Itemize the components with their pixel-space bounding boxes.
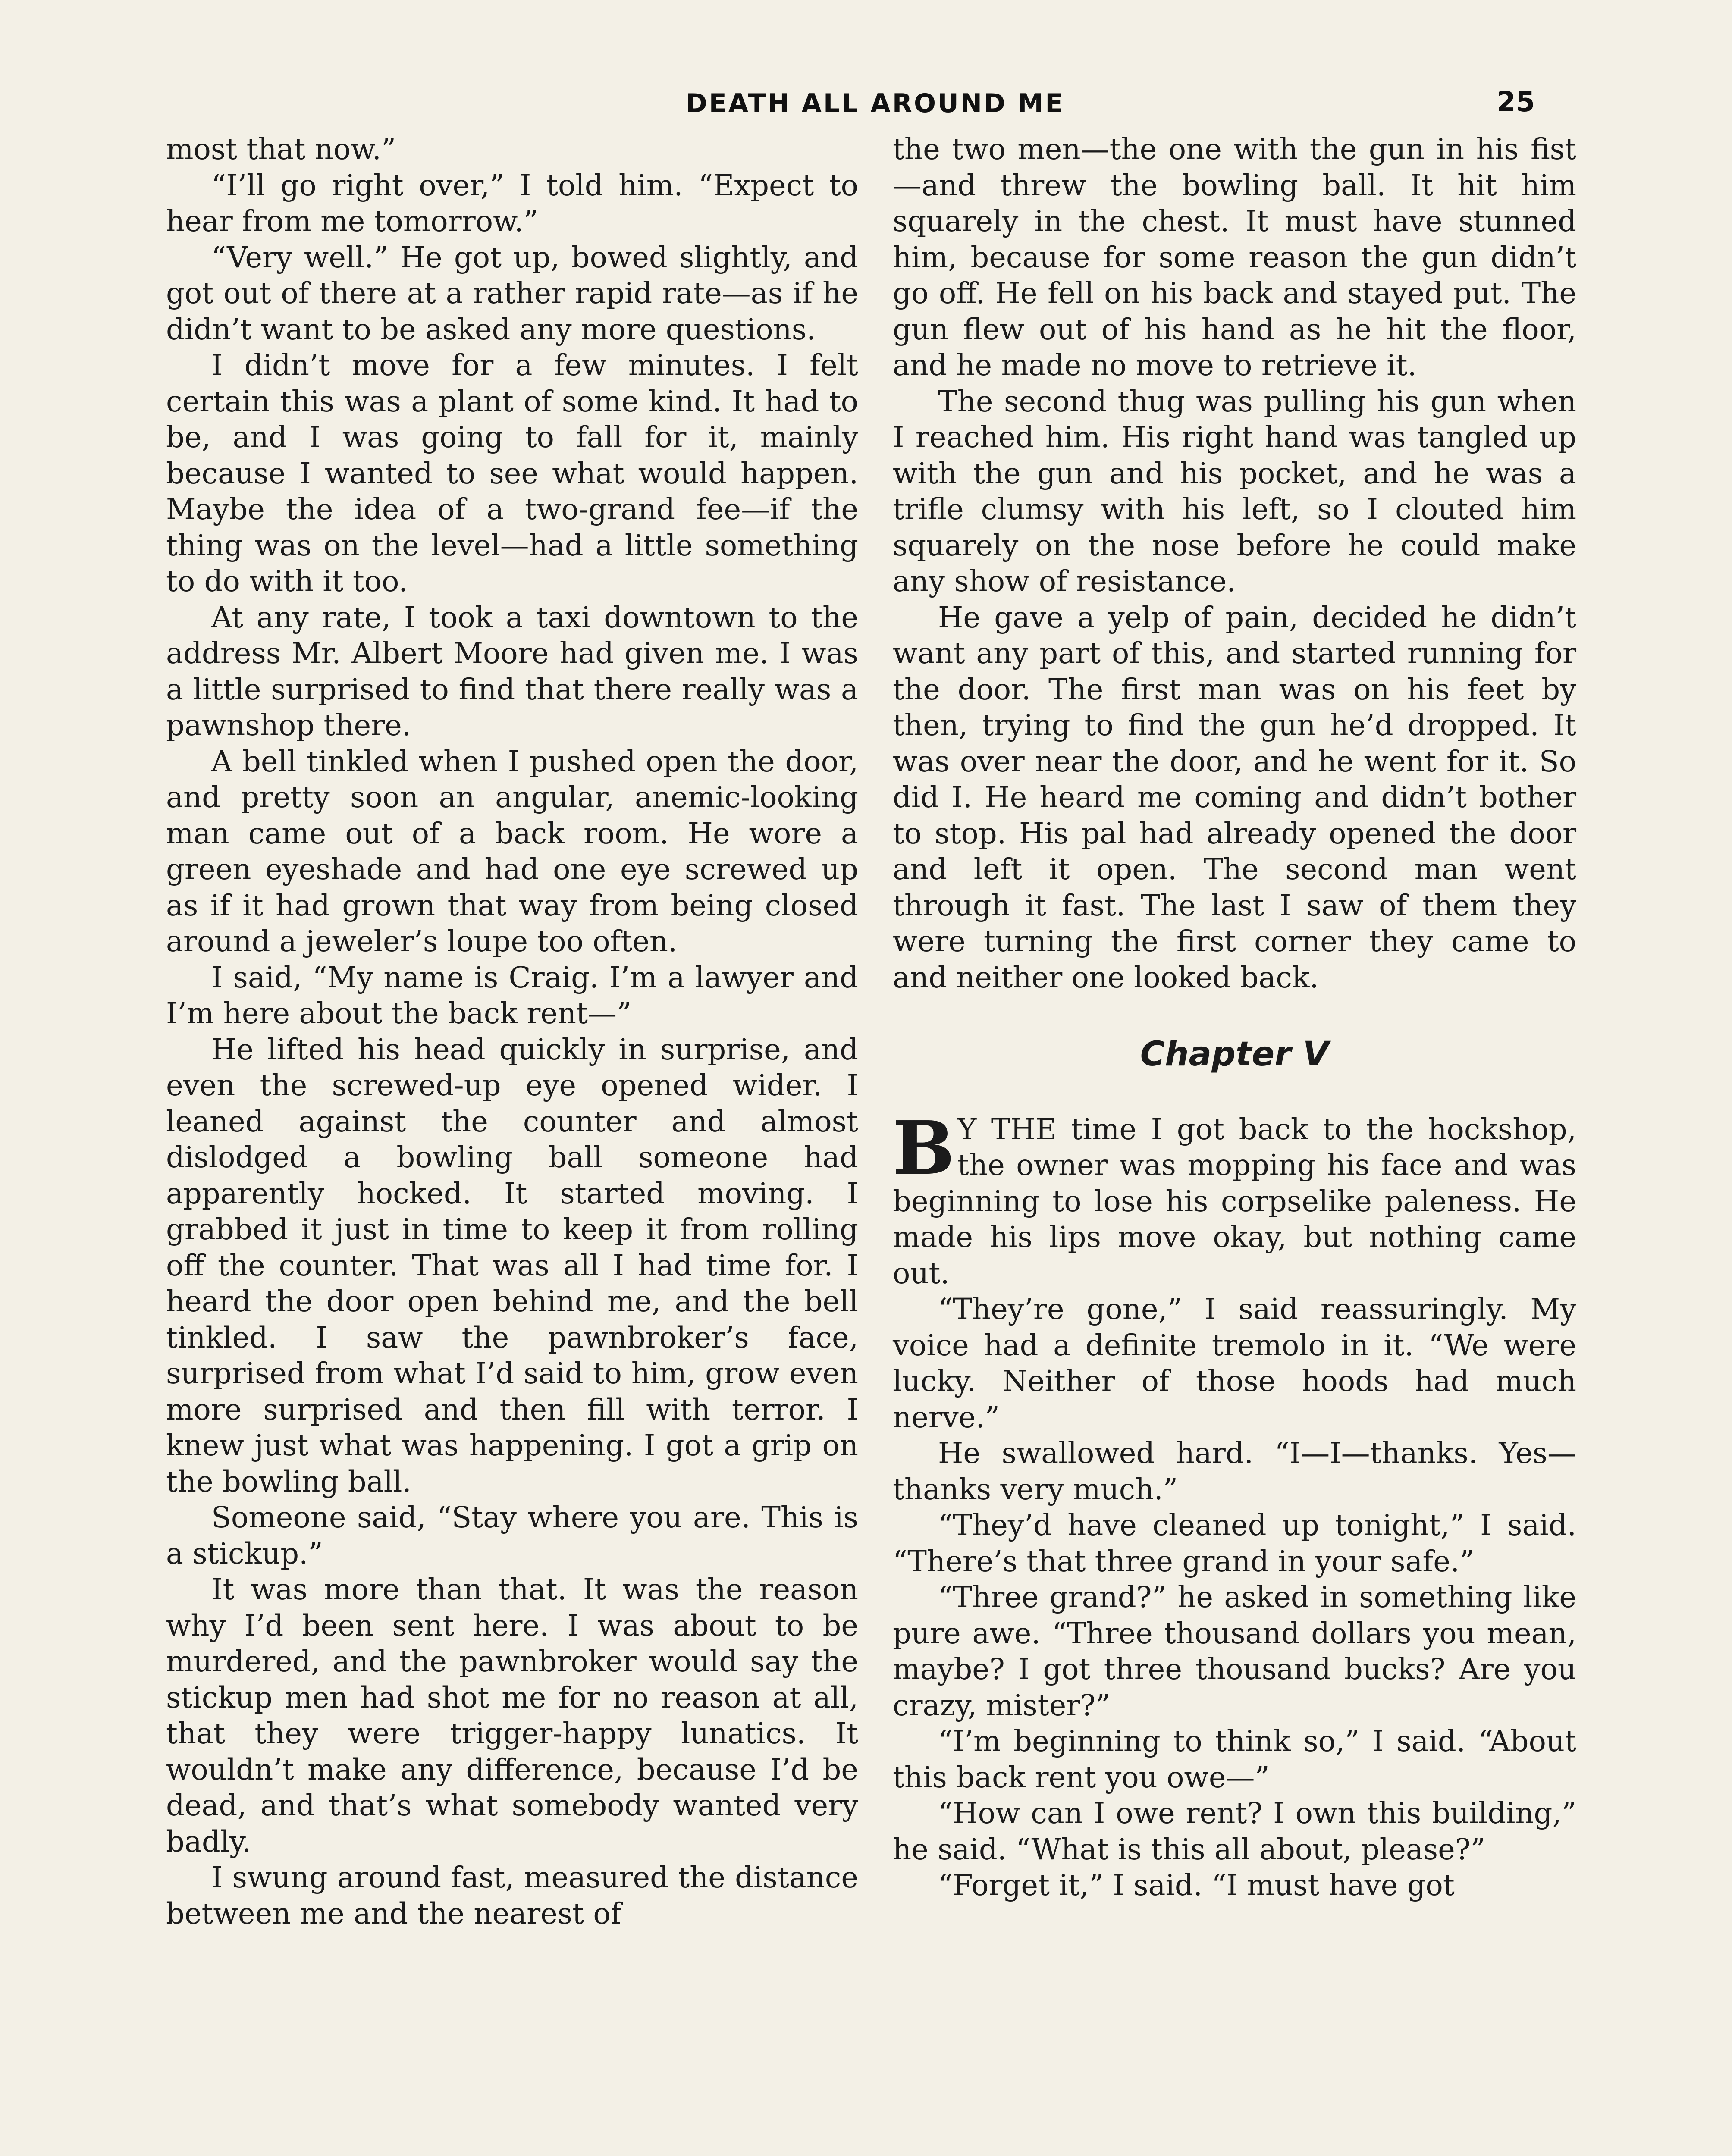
drop-cap: B	[893, 1105, 955, 1191]
paragraph: I didn’t move for a few minutes. I felt certain this was a plant of some kind. It had to be, and I was going to fall for it, mainly because I wanted to see what would happen. Maybe the idea of a two-grand fee—if the thing was on the level—had a little something to do with it too.	[166, 348, 858, 598]
paragraph: I said, “My name is Craig. I’m a lawyer and I’m here about the back rent—”	[166, 960, 858, 1030]
paragraph: He swallowed hard. “I—I—thanks. Yes—thanks very much.”	[893, 1436, 1576, 1506]
right-column	[893, 132, 1576, 1904]
page-number: 25	[1497, 86, 1535, 118]
chapter-heading: Chapter V	[1140, 1035, 1329, 1074]
paragraph: “I’m beginning to think so,” I said. “About this back rent you owe—”	[893, 1724, 1576, 1794]
paragraph: A bell tinkled when I pushed open the door, and pretty soon an angular, anemic-looking man came out of a back room. He wore a green eyeshade and had one eye screwed up as if it had grown that way from being closed around a jeweler’s loupe too often.	[166, 744, 858, 958]
paragraph: At any rate, I took a taxi downtown to the address Mr. Albert Moore had given me. I was a little surprised to find that there really was a pawnshop there.	[166, 600, 858, 742]
paragraph: the two men—the one with the gun in his fist—and threw the bowling ball. It hit him squarely in the chest. It must have stunned him, because for some reason the gun didn’t go off. He fell on his back and stayed put. The gun flew out of his hand as he hit the floor, and he made no move to retrieve it.	[893, 132, 1576, 382]
chapter-opening-text: Y THE time I got back to the hockshop, the owner was mopping his face and was beginning to lose his corpselike paleness. He made his lips move okay, but nothing came out.	[893, 1112, 1576, 1290]
left-column	[166, 132, 858, 1932]
running-title: DEATH ALL AROUND ME	[686, 88, 1065, 119]
paragraph: I swung around fast, measured the distance between me and the nearest of	[166, 1861, 858, 1930]
chapter-opening-paragraph	[893, 1105, 1576, 1292]
paragraph: most that now.”	[166, 132, 396, 166]
paragraph: “They’re gone,” I said reassuringly. My voice had a definite tremolo in it. “We were lucky. Neither of those hoods had much nerve.”	[893, 1292, 1576, 1434]
paragraph: “Forget it,” I said. “I must have got	[938, 1868, 1455, 1902]
paragraph: Someone said, “Stay where you are. This is a stickup.”	[166, 1501, 858, 1570]
paragraph: “They’d have cleaned up tonight,” I said. “There’s that three grand in your safe.”	[893, 1508, 1576, 1578]
paragraph: He gave a yelp of pain, decided he didn’t want any part of this, and started running for the door. The first man was on his feet by then, trying to find the gun he’d dropped. It was over near the door, and he went for it. So did I. He heard me coming and didn’t bother to stop. His pal had already opened the door and left it open. The second man went through it fast. The last I saw of them they were turning the first corner they came to and neither one looked back.	[893, 600, 1576, 994]
paragraph: “I’ll go right over,” I told him. “Expect to hear from me tomorrow.”	[166, 168, 858, 238]
paragraph: He lifted his head quickly in surprise, and even the screwed-up eye opened wider. I leaned against the counter and almost dislodged a bowling ball someone had apparently hocked. It started moving. I grabbed it just in time to keep it from rolling off the counter. That was all I had time for. I heard the door open behind me, and the bell tinkled. I saw the pawnbroker’s face, surprised from what I’d said to him, grow even more surprised and then fill with terror. I knew just what was happening. I got a grip on the bowling ball.	[166, 1032, 858, 1498]
paragraph: It was more than that. It was the reason why I’d been sent here. I was about to be murdered, and the pawnbroker would say the stickup men had shot me for no reason at all, that they were trigger-happy lunatics. It wouldn’t make any difference, because I’d be dead, and that’s what somebody wanted very badly.	[166, 1573, 858, 1858]
paragraph: “How can I owe rent? I own this building,” he said. “What is this all about, please?”	[893, 1796, 1576, 1866]
paragraph: “Very well.” He got up, bowed slightly, and got out of there at a rather rapid rate—as if he didn’t want to be asked any more questions.	[166, 240, 858, 346]
paragraph: “Three grand?” he asked in something like pure awe. “Three thousand dollars you mean, maybe? I got three thousand bucks? Are you crazy, mister?”	[893, 1580, 1576, 1722]
paragraph: The second thug was pulling his gun when I reached him. His right hand was tangled up with the gun and his pocket, and he was a trifle clumsy with his left, so I clouted him squarely on the nose before he could make any show of resistance.	[893, 384, 1576, 598]
